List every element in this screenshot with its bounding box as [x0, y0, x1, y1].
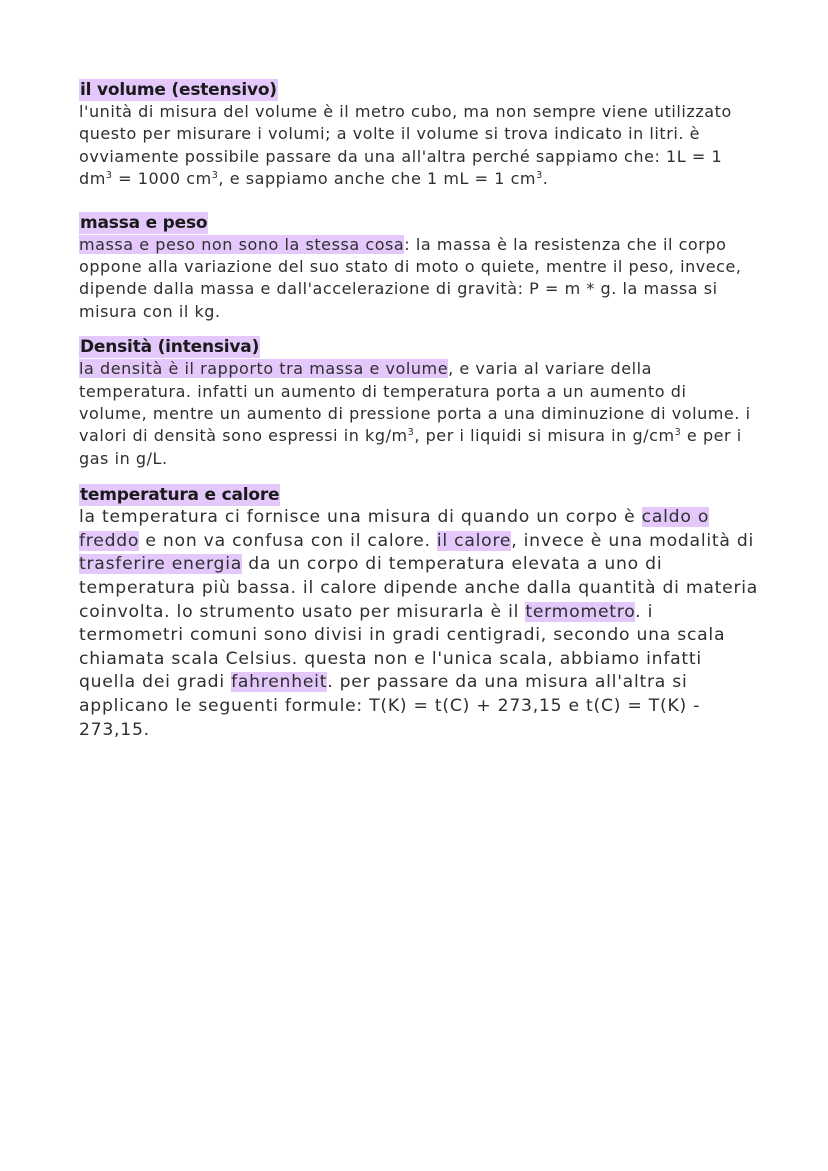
temperatura-highlight-1: caldo o freddo — [79, 507, 710, 551]
massa-text-1: : la massa è la resistenza che il corpo oppone alla variazione del suo stato di moto o quiete, mentre il peso, invece, dipende dalla massa e dall'accelerazione di gravità: P = m * g. la massa si misura con il kg. — [79, 234, 742, 321]
volume-text-3: , e sappiamo anche che 1 mL = 1 cm — [218, 169, 537, 189]
section-body-volume — [79, 101, 759, 191]
section-body-temperatura — [79, 506, 759, 742]
densita-sup-2: 3 — [674, 427, 682, 439]
densita-text-1: , e varia al variare della temperatura. infatti un aumento di temperatura porta a un aumento di volume, mentre un aumento di pressione porta a una diminuzione di volume. i valori di densità sono espressi in kg/m — [79, 359, 751, 446]
densita-highlight-1: la densità è il rapporto tra massa e volume — [79, 359, 449, 379]
temperatura-text-1: la temperatura ci fornisce una misura di quando un corpo è — [79, 507, 642, 528]
notes-page — [79, 79, 759, 742]
volume-text-4: . — [542, 169, 549, 189]
massa-highlight-1: massa e peso non sono la stessa cosa — [79, 234, 405, 254]
temperatura-text-3: , invece è una modalità di — [511, 530, 755, 551]
volume-text-1: l'unità di misura del volume è il metro cubo, ma non sempre viene utilizzato questo per misurare i volumi; a volte il volume si trova indicato in litri. è ovviamente possibile passare da una all'altra perché sappiamo che: 1L = 1 dm — [79, 102, 732, 189]
densita-text-2: , per i liquidi si misura in g/cm — [414, 426, 675, 446]
densita-sup-1: 3 — [407, 427, 415, 439]
temperatura-text-6: . per passare da una misura all'altra si applicano le seguenti formule: T(K) = t(C) + 273,15 e t(C) = T(K) - 273,15. — [79, 672, 701, 740]
temperatura-highlight-4: termometro — [525, 601, 636, 622]
section-heading-massa: massa e peso — [80, 212, 208, 233]
volume-sup-1: 3 — [105, 169, 113, 181]
section-massa — [79, 212, 759, 324]
section-volume — [79, 79, 759, 191]
volume-sup-2: 3 — [211, 169, 219, 181]
temperatura-text-5: . i termometri comuni sono divisi in gradi centigradi, secondo una scala chiamata scala Celsius. questa non e l'unica scala, abbiamo infatti quella dei gradi — [79, 601, 726, 693]
section-heading-densita: Densità (intensiva) — [80, 337, 260, 358]
section-temperatura — [79, 484, 759, 742]
volume-text-2: = 1000 cm — [112, 169, 212, 189]
temperatura-text-4: da un corpo di temperatura elevata a uno di temperatura più bassa. il calore dipende anche dalla quantità di materia coinvolta. lo strumento usato per misurarla è il — [79, 554, 759, 622]
temperatura-highlight-3: trasferire energia — [79, 554, 243, 575]
temperatura-text-2: e non va confusa con il calore. — [139, 530, 437, 551]
volume-sup-3: 3 — [536, 169, 543, 181]
section-densita — [79, 336, 759, 470]
section-body-densita — [79, 358, 759, 470]
section-heading-volume: il volume (estensivo) — [80, 80, 277, 100]
section-heading-temperatura: temperatura e calore — [80, 485, 280, 506]
section-body-massa — [79, 234, 759, 324]
temperatura-highlight-2: il calore — [436, 530, 512, 551]
temperatura-highlight-5: fahrenheit — [231, 672, 328, 693]
densita-text-3: e per i gas in g/L. — [79, 426, 742, 468]
